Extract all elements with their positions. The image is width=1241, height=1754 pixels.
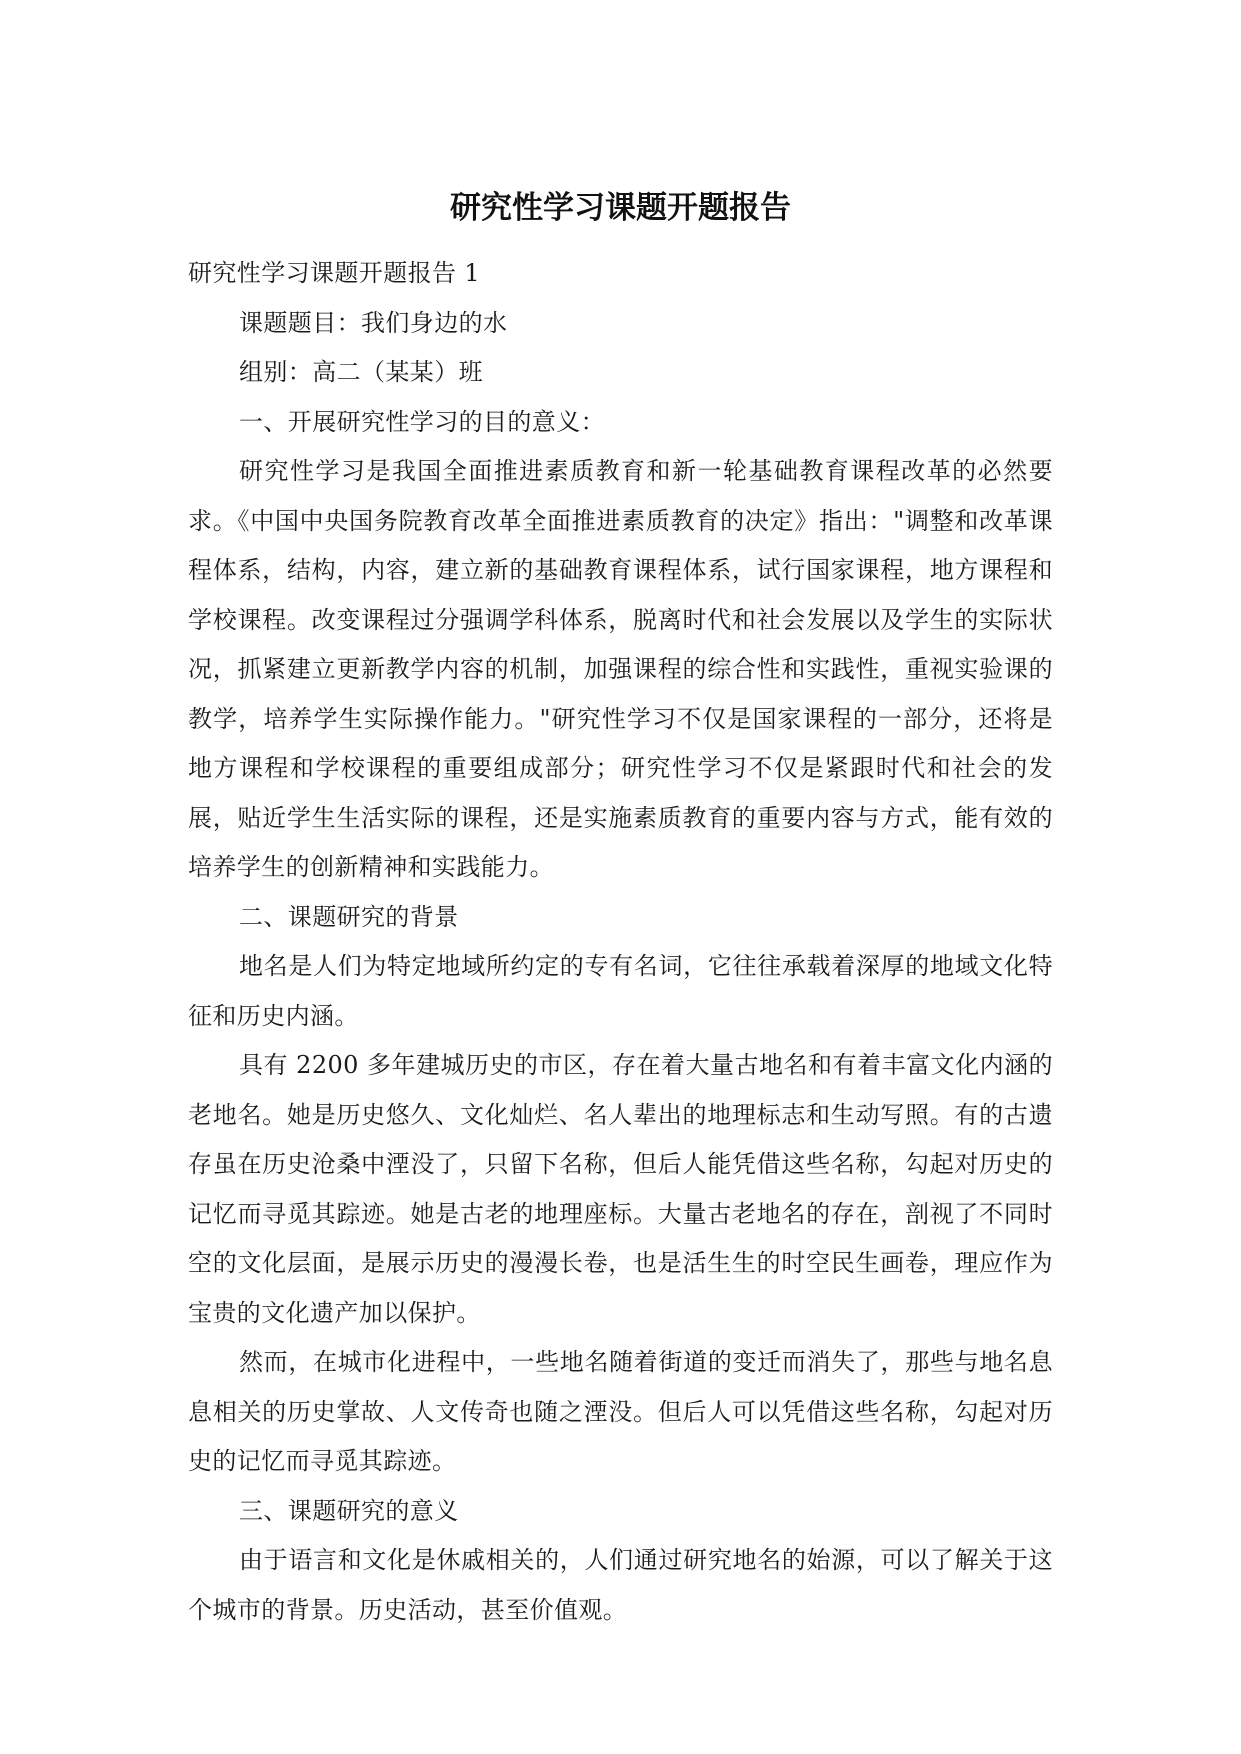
paragraph-background-3: 然而，在城市化进程中，一些地名随着街道的变迁而消失了，那些与地名息息相关的历史掌故、人文传奇也随之湮没。但后人可以凭借这些名称，勾起对历史的记忆而寻觅其踪迹。	[188, 1348, 1053, 1475]
group-line: 组别：高二（某某）班	[239, 358, 483, 386]
document-body	[188, 249, 1053, 1635]
paragraph-background-1: 地名是人们为特定地域所约定的专有名词，它往往承载着深厚的地域文化特征和历史内涵。	[188, 952, 1053, 1030]
section-heading-significance: 三、课题研究的意义	[239, 1496, 459, 1525]
paragraph-background-2: 具有 2200 多年建城历史的市区，存在着大量古地名和有着丰富文化内涵的老地名。她是历史悠久、文化灿烂、名人辈出的地理标志和生动写照。有的古遗存虽在历史沧桑中湮没了，只留下名称，但后人能凭借这些名称，勾起对历史的记忆而寻觅其踪迹。她是古老的地理座标。大量古老地名的存在，剖视了不同时空的文化层面，是展示历史的漫漫长卷，也是活生生的时空民生画卷，理应作为宝贵的文化遗产加以保护。	[188, 1051, 1053, 1327]
document-title: 研究性学习课题开题报告	[450, 190, 791, 226]
paragraph-purpose: 研究性学习是我国全面推进素质教育和新一轮基础教育课程改革的必然要求。《中国中央国务院教育改革全面推进素质教育的决定》指出："调整和改革课程体系，结构，内容，建立新的基础教育课程体系，试行国家课程，地方课程和学校课程。改变课程过分强调学科体系，脱离时代和社会发展以及学生的实际状况，抓紧建立更新教学内容的机制，加强课程的综合性和实践性，重视实验课的教学，培养学生实际操作能力。"研究性学习不仅是国家课程的一部分，还将是地方课程和学校课程的重要组成部分；研究性学习不仅是紧跟时代和社会的发展，贴近学生生活实际的课程，还是实施素质教育的重要内容与方式，能有效的培养学生的创新精神和实践能力。	[188, 457, 1053, 881]
topic-line: 课题题目：我们身边的水	[239, 308, 508, 337]
section-heading-purpose: 一、开展研究性学习的目的意义：	[239, 407, 605, 436]
report-heading: 研究性学习课题开题报告 1	[188, 259, 481, 287]
section-heading-background: 二、课题研究的背景	[239, 902, 459, 931]
paragraph-significance: 由于语言和文化是休戚相关的，人们通过研究地名的始源，可以了解关于这个城市的背景。历史活动，甚至价值观。	[188, 1546, 1053, 1624]
